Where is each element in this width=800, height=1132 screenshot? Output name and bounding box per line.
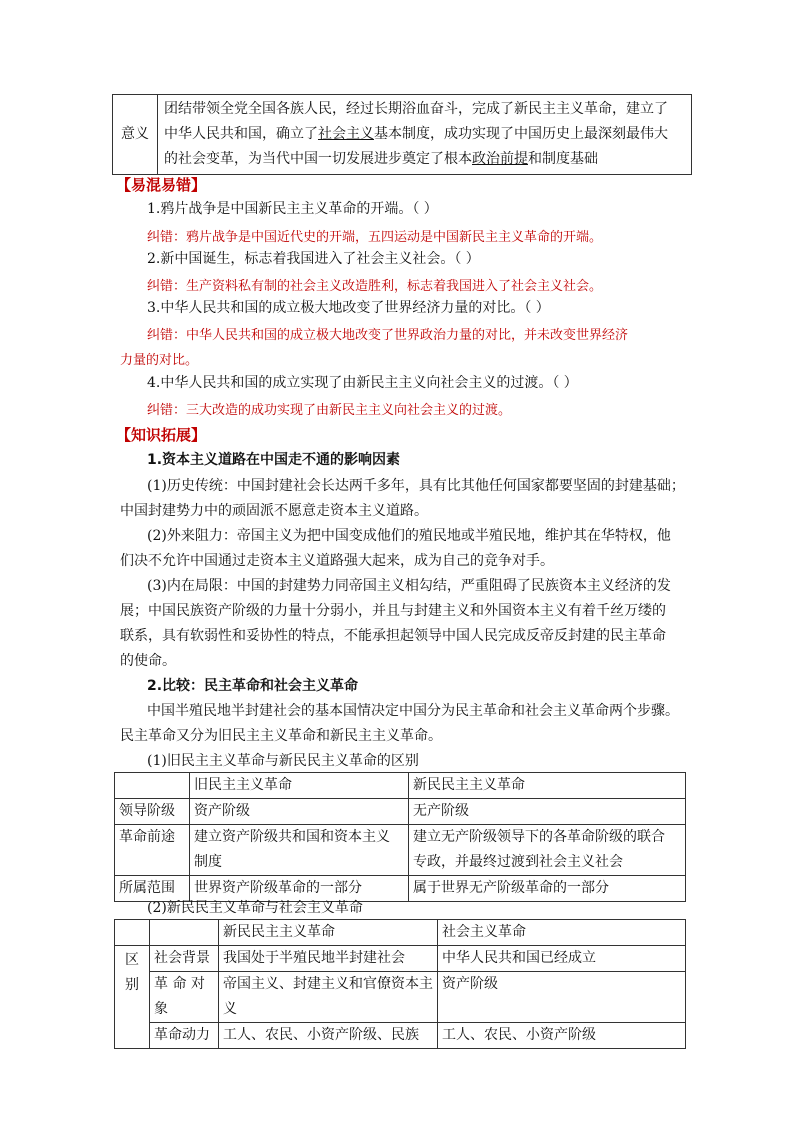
table-row: [115, 773, 686, 799]
table1-head-old: 旧民主主义革命: [190, 773, 409, 799]
table1-cell: 无产阶级: [409, 799, 686, 825]
table1-cell: 领导阶级: [115, 799, 190, 825]
table1-cell: 属于世界无产阶级革命的一部分: [409, 876, 686, 902]
confusion-a3-cont: 力量的对比。: [120, 353, 199, 368]
extension-heading-1: 1.资本主义道路在中国走不通的影响因素: [147, 452, 401, 468]
table2-head-new: 新民民主主义革命: [219, 920, 438, 946]
table1-caption: (1)旧民主主义革命与新民民主义革命的区别: [147, 753, 419, 769]
table1-cell: 资产阶级: [190, 799, 409, 825]
table1-cell: 建立无产阶级领导下的各革命阶级的联合 专政，并最终过渡到社会主义社会: [409, 825, 686, 876]
p3-line-4: 的使命。: [120, 653, 176, 669]
p3-line-2: 展；中国民族资产阶级的力量十分弱小，并且与封建主义和外国资本主义有着千丝万缕的: [120, 603, 666, 619]
table1-cell: 建立资产阶级共和国和资本主义 制度: [190, 825, 409, 876]
table2-cell: 革命动力: [150, 1023, 219, 1049]
confusion-a2: 纠错：生产资料私有制的社会主义改造胜利，标志着我国进入了社会主义社会。: [147, 279, 603, 294]
table-new-democratic-vs-socialist: [114, 919, 686, 1049]
p3-line-3: 联系，具有软弱性和妥协性的特点，不能承担起领导中国人民完成反帝反封建的民主革命: [120, 628, 666, 644]
political-premise-underline: 政治前提: [472, 151, 528, 167]
extension-heading-2: 2.比较：民主革命和社会主义革命: [147, 678, 359, 694]
table2-cell: 我国处于半殖民地半封建社会: [219, 946, 438, 972]
confusion-a4: 纠错：三大改造的成功实现了由新民主主义向社会主义的过渡。: [147, 403, 512, 418]
table-row: [115, 972, 686, 1023]
table-row: [115, 920, 686, 946]
table2-cell: 工人、农民、小资产阶级、民族: [219, 1023, 438, 1049]
table-old-vs-new-democratic: [114, 772, 686, 902]
p1-line-2: 中国封建势力中的顽固派不愿意走资本主义道路。: [120, 503, 428, 519]
meaning-table: [112, 94, 692, 175]
table1-head-empty: [115, 773, 190, 799]
confusion-a3: 纠错：中华人民共和国的成立极大地改变了世界政治力量的对比，并未改变世界经济: [147, 328, 629, 343]
p2-line-1: (2)外来阻力：帝国主义为把中国变成他们的殖民地或半殖民地，维护其在华特权，他: [147, 528, 671, 544]
table2-side-label: 区 别: [115, 946, 150, 1049]
socialism-underline: 社会主义: [318, 126, 374, 142]
meaning-content: [158, 95, 692, 175]
p2-line-2: 们决不允许中国通过走资本主义道路强大起来，成为自己的竞争对手。: [120, 553, 554, 569]
extension-title: 【知识拓展】: [116, 426, 207, 444]
table1-head-new: 新民民主主义革命: [409, 773, 686, 799]
table2-cell: 社会背景: [150, 946, 219, 972]
p3-line-1: (3)内在局限：中国的封建势力同帝国主义相勾结，严重阻碍了民族资本主义经济的发: [147, 578, 671, 594]
meaning-line-3: 的社会变革，为当代中国一切发展进步奠定了根本政治前提和制度基础: [164, 151, 598, 167]
table1-cell: 革命前途: [115, 825, 190, 876]
table2-cell: 工人、农民、小资产阶级: [438, 1023, 686, 1049]
confusion-a1: 纠错：鸦片战争是中国近代史的开端，五四运动是中国新民主主义革命的开端。: [147, 230, 603, 245]
table2-caption: (2)新民民主义革命与社会主义革命: [147, 900, 363, 916]
p4-line-1: 中国半殖民地半封建社会的基本国情决定中国分为民主革命和社会主义革命两个步骤。: [147, 703, 679, 719]
table2-cell: 资产阶级: [438, 972, 686, 1023]
table1-cell: 世界资产阶级革命的一部分: [190, 876, 409, 902]
table-row: [115, 946, 686, 972]
table-row: [115, 825, 686, 876]
p1-line-1: (1)历史传统：中国封建社会长达两千多年，具有比其他任何国家都要坚固的封建基础；: [147, 478, 685, 494]
table2-head-socialist: 社会主义革命: [438, 920, 686, 946]
table2-cell: 帝国主义、封建主义和官僚资本主 义: [219, 972, 438, 1023]
confusion-q4: 4.中华人民共和国的成立实现了由新民主主义向社会主义的过渡。（ ）: [147, 375, 578, 391]
p4-line-2: 民主革命又分为旧民主主义革命和新民主主义革命。: [120, 728, 442, 744]
table2-cell: 中华人民共和国已经成立: [438, 946, 686, 972]
confusion-title: 【易混易错】: [116, 176, 207, 194]
table-row: [115, 799, 686, 825]
table2-head-empty-1: [115, 920, 150, 946]
confusion-q3: 3.中华人民共和国的成立极大地改变了世界经济力量的对比。（ ）: [147, 300, 550, 316]
confusion-q1: 1.鸦片战争是中国新民主主义革命的开端。（ ）: [147, 201, 438, 217]
confusion-q2: 2.新中国诞生，标志着我国进入了社会主义社会。（ ）: [147, 251, 480, 267]
table2-cell: 革 命 对 象: [150, 972, 219, 1023]
meaning-label: 意义: [113, 95, 158, 175]
meaning-line-1: 团结带领全党全国各族人民，经过长期浴血奋斗，完成了新民主主义革命，建立了: [164, 101, 668, 117]
meaning-line-2: 中华人民共和国，确立了社会主义基本制度，成功实现了中国历史上最深刻最伟大: [164, 126, 668, 142]
table1-cell: 所属范围: [115, 876, 190, 902]
table-row: [115, 1023, 686, 1049]
table2-head-empty-2: [150, 920, 219, 946]
